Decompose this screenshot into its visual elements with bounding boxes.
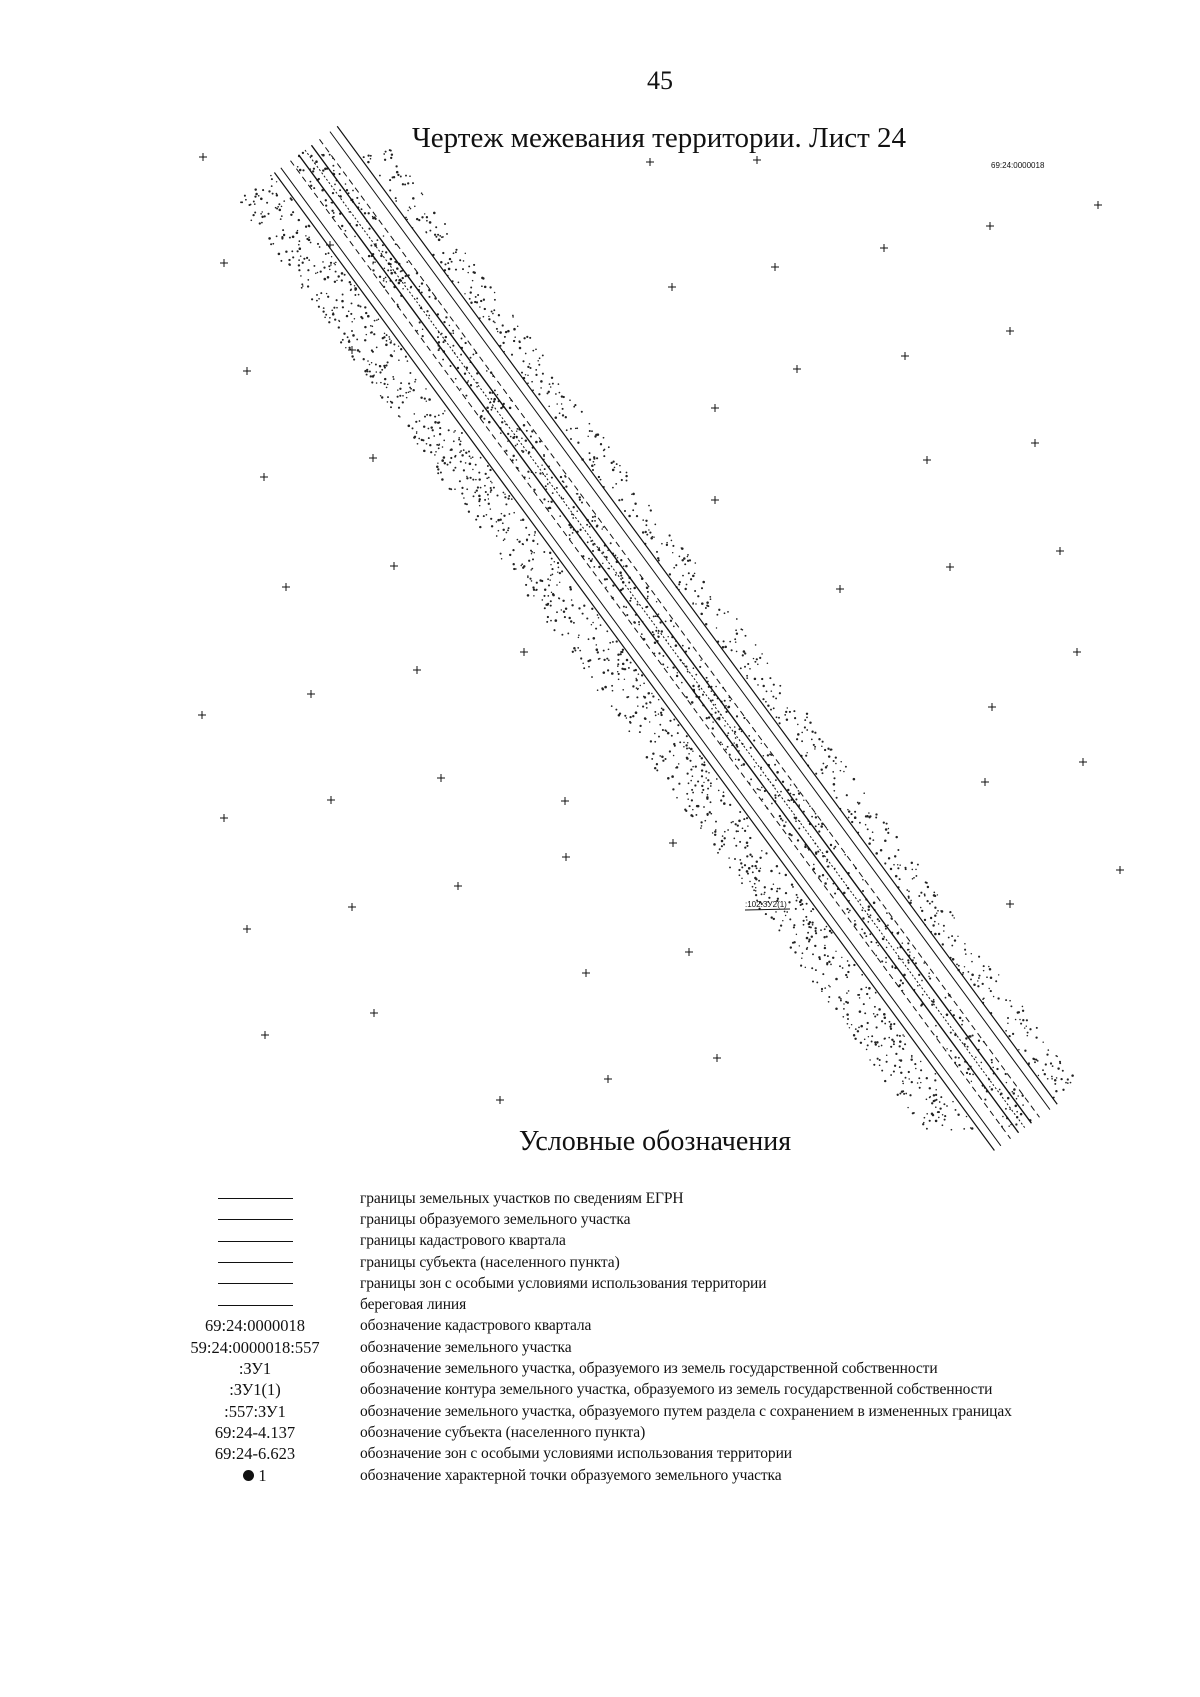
boundary-line xyxy=(281,168,1001,1146)
legend-label: обозначение земельного участка, образуемого из земель государственной собственности xyxy=(360,1360,938,1378)
line-swatch xyxy=(218,1283,293,1284)
boundary-line xyxy=(274,173,994,1151)
legend-row-zone-boundary xyxy=(170,1273,1170,1294)
boundary-line xyxy=(337,126,1057,1104)
legend-row-point xyxy=(170,1465,1170,1486)
plot-label: :102:ЗУ2(1) xyxy=(745,900,787,909)
line-swatch xyxy=(218,1305,293,1306)
page-number: 45 xyxy=(647,66,673,95)
legend-row-subject-boundary xyxy=(170,1252,1170,1273)
legend-row-557-zu1 xyxy=(170,1401,1170,1422)
legend-label: границы кадастрового квартала xyxy=(360,1232,566,1250)
legend-symbol xyxy=(170,1198,340,1199)
legend-label: границы образуемого земельного участка xyxy=(360,1210,631,1228)
boundary-line xyxy=(305,150,1025,1128)
legend-row-egrn-boundary xyxy=(170,1188,1170,1209)
legend-symbol: :ЗУ1 xyxy=(238,1359,272,1379)
boundary-line xyxy=(319,139,1039,1117)
legend-symbol: :ЗУ1(1) xyxy=(229,1380,281,1400)
line-swatch xyxy=(218,1262,293,1263)
boundary-line xyxy=(330,132,1050,1110)
map-boundary-lines xyxy=(274,126,1057,1150)
legend-title: Условные обозначения xyxy=(518,1126,792,1157)
legend-row-plot-code xyxy=(170,1337,1170,1358)
line-swatch xyxy=(218,1219,293,1220)
quarter-label: 69:24:0000018 xyxy=(991,161,1045,170)
point-number: 1 xyxy=(258,1465,267,1485)
legend-symbol xyxy=(170,1262,340,1263)
grid-crosses xyxy=(198,153,1124,1104)
boundary-line xyxy=(311,145,1031,1123)
sheet-title: Чертеж межевания территории. Лист 24 xyxy=(411,122,907,154)
legend-label: границы зон с особыми условиями использования территории xyxy=(360,1274,767,1292)
boundary-line xyxy=(299,155,1019,1133)
point-marker-icon xyxy=(243,1470,254,1481)
legend-label: обозначение земельного участка, образуемого путем раздела с сохранением в измененных границах xyxy=(360,1402,1012,1420)
legend-symbol: 69:24-4.137 xyxy=(214,1422,296,1442)
legend-row-quarter-boundary xyxy=(170,1231,1170,1252)
legend-row-subject-code xyxy=(170,1422,1170,1443)
legend xyxy=(170,1188,1170,1486)
legend-symbol xyxy=(170,1219,340,1220)
legend-symbol xyxy=(170,1283,340,1284)
legend-row-zu1 xyxy=(170,1358,1170,1379)
legend-row-quarter-code xyxy=(170,1316,1170,1337)
legend-label: границы земельных участков по сведениям ЕГРН xyxy=(360,1189,684,1207)
legend-symbol xyxy=(170,1241,340,1242)
legend-label: береговая линия xyxy=(360,1296,467,1314)
legend-label: обозначение характерной точки образуемого земельного участка xyxy=(360,1466,782,1484)
legend-symbol xyxy=(170,1466,340,1486)
line-swatch xyxy=(218,1198,293,1199)
line-swatch xyxy=(218,1241,293,1242)
legend-symbol xyxy=(170,1305,340,1306)
legend-symbol: :557:ЗУ1 xyxy=(224,1401,286,1421)
plot-label-underline xyxy=(745,909,790,910)
legend-label: обозначение земельного участка xyxy=(360,1338,572,1356)
legend-label: границы субъекта (населенного пункта) xyxy=(360,1253,620,1271)
legend-symbol: 59:24:0000018:557 xyxy=(190,1337,320,1357)
legend-symbol: 69:24-6.623 xyxy=(214,1444,296,1464)
legend-row-zone-code xyxy=(170,1444,1170,1465)
legend-row-shoreline xyxy=(170,1294,1170,1315)
legend-label: обозначение контура земельного участка, образуемого из земель государственной собственности xyxy=(360,1381,993,1399)
legend-symbol: 69:24:0000018 xyxy=(205,1316,305,1336)
legend-label: обозначение кадастрового квартала xyxy=(360,1317,592,1335)
boundary-line xyxy=(291,161,1011,1139)
legend-row-zu1-contour xyxy=(170,1380,1170,1401)
legend-label: обозначение зон с особыми условиями использования территории xyxy=(360,1445,792,1463)
legend-row-new-plot-boundary xyxy=(170,1209,1170,1230)
legend-label: обозначение субъекта (населенного пункта) xyxy=(360,1423,646,1441)
